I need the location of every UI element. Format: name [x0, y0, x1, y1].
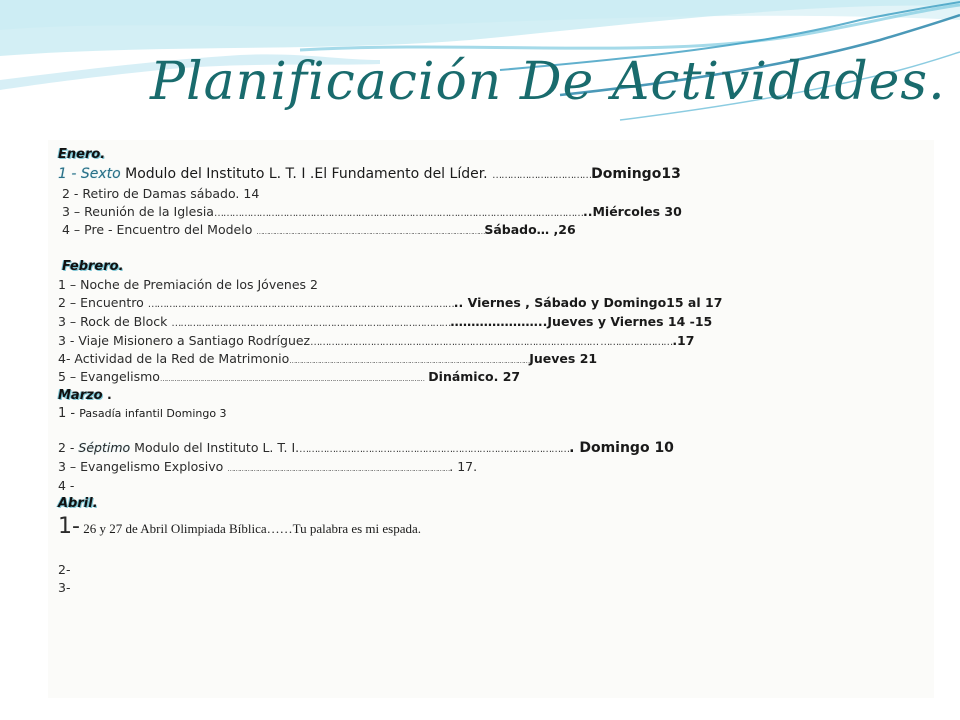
- list-item: 2 – Encuentro ………………………………………………………………………………………….. Viernes , Sábado y Domingo15 al 17: [58, 295, 723, 310]
- list-item: 1 – Noche de Premiación de los Jóvenes 2: [58, 277, 318, 292]
- list-item: 2-: [58, 562, 71, 577]
- list-item: 2 - Séptimo Modulo del Instituto L. T. I.………………………………………………………………………………. Domingo 10: [58, 440, 674, 456]
- list-item: 4 – Pre - Encuentro del Modelo ……………………………………………………………………………………………………Sábado… ,26: [62, 222, 576, 237]
- list-item: 1 - Pasadía infantil Domingo 3: [58, 406, 227, 421]
- list-item: 1- 26 y 27 de Abril Olimpiada Bíblica……Tu palabra es mi espada.: [58, 514, 422, 539]
- list-item: 2 - Retiro de Damas sábado. 14: [62, 186, 260, 201]
- list-item: 1 - Sexto Modulo del Instituto L. T. I .El Fundamento del Líder. ……………………………Domingo13: [58, 166, 681, 182]
- list-item: 3 – Reunión de la Iglesia……………………………………………………………………………………………………………..Miércoles 30: [62, 204, 682, 219]
- list-item: 5 – Evangelismo…………………………………………………………………………………………………………………… Dinámico. 27: [58, 369, 521, 384]
- list-item: 3 – Rock de Block ……………………………………………………………………………………………………..Jueves y Viernes 14 -15: [58, 314, 713, 329]
- month-heading-marzo: Marzo .: [58, 387, 112, 403]
- list-item: 3 – Evangelismo Explosivo …………………………………………………………………………………………………. 17.: [58, 459, 478, 474]
- list-item: 3-: [58, 580, 71, 595]
- page-title: Planificación De Actividades.: [150, 52, 946, 112]
- list-item: 4- Actividad de la Red de Matrimonio…………………………………………………………………………………………………………Jueves 21: [58, 351, 598, 366]
- list-item: 4 -: [58, 478, 75, 493]
- month-heading-enero: Enero.: [58, 147, 106, 162]
- month-heading-febrero: Febrero.: [62, 259, 124, 274]
- list-item: 3 - Viaje Misionero a Santiago Rodríguez…………………………………………………………………………………… …………………….17: [58, 333, 695, 348]
- month-heading-abril: Abril.: [58, 496, 98, 511]
